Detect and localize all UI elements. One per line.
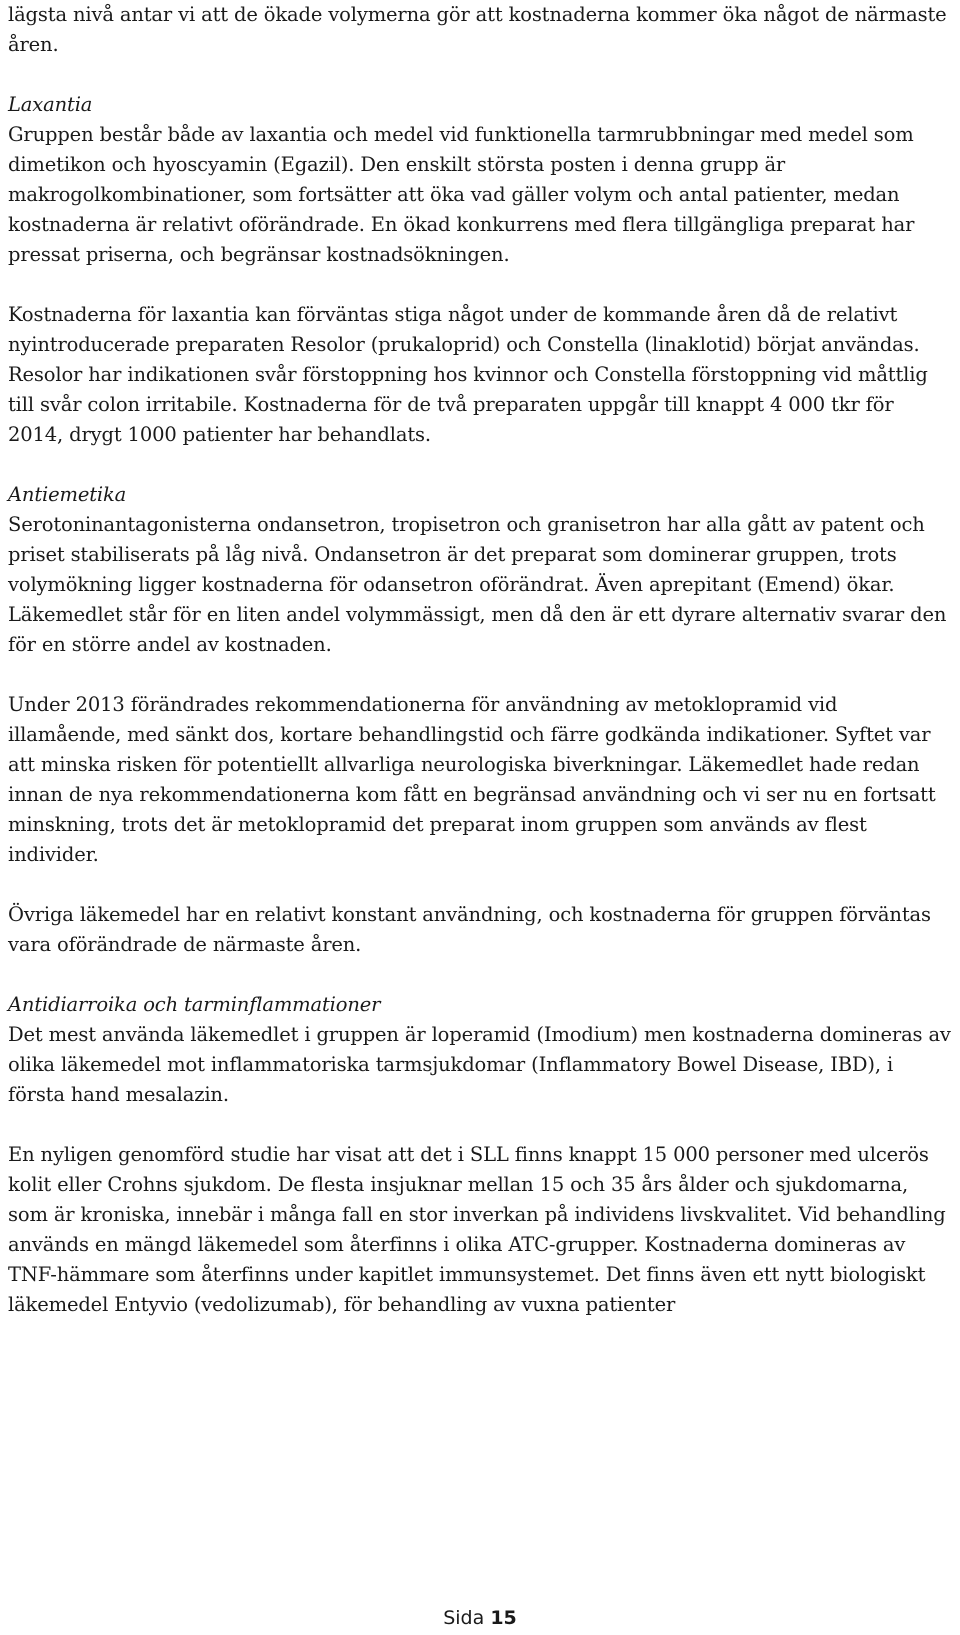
paragraph-gap — [8, 870, 952, 900]
page-label: Sida — [443, 1607, 485, 1629]
paragraph-antiemetika-1: Serotoninantagonisterna ondansetron, tropisetron och granisetron har alla gått av patent och priset stabiliserats på låg nivå. Ondansetron är det preparat som dominerar gruppen, trots volymökning ligger kostnaderna för odansetron oförändrat. Även aprepitant (Emend) ökar. Läkemedlet står för en liten andel volymmässigt, men då den är ett dyrare alternativ svarar den för en större andel av kostnaden. — [8, 513, 947, 656]
paragraph-gap — [8, 60, 952, 90]
paragraph-gap — [8, 960, 952, 990]
paragraph-gap — [8, 270, 952, 300]
paragraph-laxantia-2: Kostnaderna för laxantia kan förväntas stiga något under de kommande åren då de relativt nyintroducerade preparaten Resolor (prukaloprid) och Constella (linaklotid) börjat användas. Resolor har indikationen svår förstoppning hos kvinnor och Constella förstoppning vid måttlig till svår colon irritabile. Kostnaderna för de två preparaten uppgår till knappt 4 000 tkr för 2014, drygt 1000 patienter har behandlats. — [8, 303, 928, 446]
page-footer — [0, 1606, 960, 1630]
paragraph-gap — [8, 660, 952, 690]
page-number: 15 — [490, 1607, 517, 1629]
section-heading-antiemetika: Antiemetika — [8, 483, 127, 506]
paragraph-laxantia-1: Gruppen består både av laxantia och medel vid funktionella tarmrubbningar med medel som dimetikon och hyoscyamin (Egazil). Den enskilt största posten i denna grupp är makrogolkombinationer, som fortsätter att öka vad gäller volym och antal patienter, medan kostnaderna är relativt oförändrade. En ökad konkurrens med flera tillgängliga preparat har pressat priserna, och begränsar kostnadsökningen. — [8, 123, 915, 266]
paragraph-gap — [8, 1110, 952, 1140]
document-page — [8, 0, 952, 1320]
paragraph-gap — [8, 450, 952, 480]
paragraph-antidiarroika-1: Det mest använda läkemedlet i gruppen är loperamid (Imodium) men kostnaderna domineras av olika läkemedel mot inflammatoriska tarmsjukdomar (Inflammatory Bowel Disease, IBD), i första hand mesalazin. — [8, 1023, 951, 1106]
paragraph-antidiarroika-2: En nyligen genomförd studie har visat att det i SLL finns knappt 15 000 personer med ulcerös kolit eller Crohns sjukdom. De flesta insjuknar mellan 15 och 35 års ålder och sjukdomarna, som är kroniska, innebär i många fall en stor inverkan på individens livskvalitet. Vid behandling används en mängd läkemedel som återfinns i olika ATC-grupper. Kostnaderna domineras av TNF-hämmare som återfinns under kapitlet immunsystemet. Det finns även ett nytt biologiskt läkemedel Entyvio (vedolizumab), för behandling av vuxna patienter — [8, 1143, 946, 1316]
section-heading-antidiarroika: Antidiarroika och tarminflammationer — [8, 993, 381, 1016]
section-heading-laxantia: Laxantia — [8, 93, 93, 116]
paragraph-antiemetika-2: Under 2013 förändrades rekommendationerna för användning av metoklopramid vid illamående, med sänkt dos, kortare behandlingstid och färre godkända indikationer. Syftet var att minska risken för potentiellt allvarliga neurologiska biverkningar. Läkemedlet hade redan innan de nya rekommendationerna kom fått en begränsad användning och vi ser nu en fortsatt minskning, trots det är metoklopramid det preparat inom gruppen som används av flest individer. — [8, 693, 936, 866]
paragraph-intro: lägsta nivå antar vi att de ökade volymerna gör att kostnaderna kommer öka något de närmaste åren. — [8, 3, 947, 56]
paragraph-antiemetika-3: Övriga läkemedel har en relativt konstant användning, och kostnaderna för gruppen förväntas vara oförändrade de närmaste åren. — [8, 903, 931, 956]
